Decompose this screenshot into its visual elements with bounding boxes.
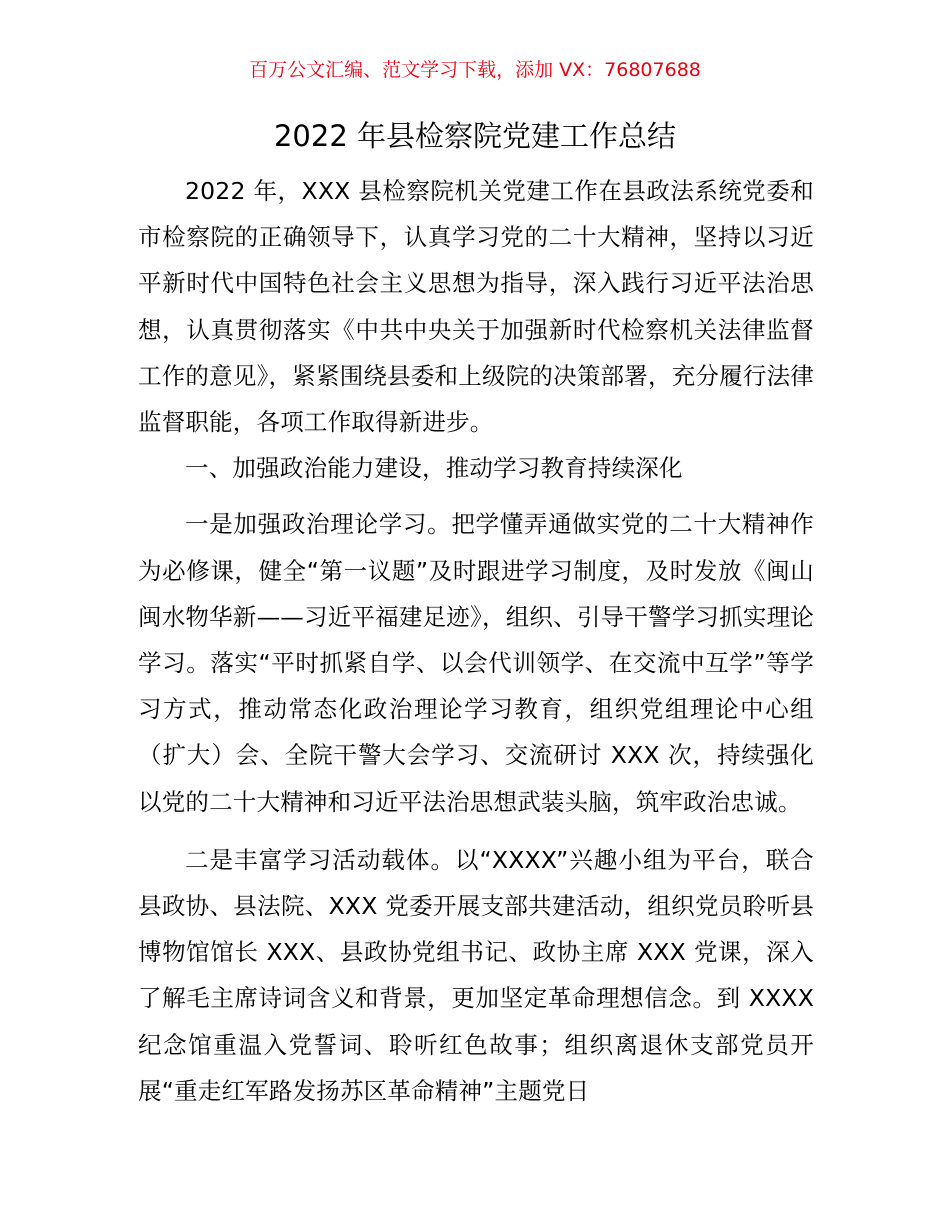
paragraph-1: 一是加强政治理论学习。把学懂弄通做实党的二十大精神作为必修课，健全“第一议题”及时跟进学习制度，及时发放《闽山闽水物华新——习近平福建足迹》，组织、引导干警学习抓实理论学习。落实“平时抓紧自学、以会代训领学、在交流中互学”等学习方式，推动常态化政治理论学习教育，组织党组理论中心组（扩大）会、全院干警大会学习、交流研讨 XXX 次，持续强化以党的二十大精神和习近平法治思想武装头脑，筑牢政治忠诚。 [138, 510, 814, 816]
paragraph-2: 二是丰富学习活动载体。以“XXXX”兴趣小组为平台，联合县政协、县法院、XXX 党委开展支部共建活动，组织党员聆听县博物馆馆长 XXX、县政协党组书记、政协主席 XXX 党课，深入了解毛主席诗词含义和背景，更加坚定革命理想信念。到 XXXX 纪念馆重温入党誓词、聆听红色故事；组织离退休支部党员开展“重走红军路发扬苏区革命精神”主题党日 [138, 845, 814, 1105]
paragraph-intro: 2022 年，XXX 县检察院机关党建工作在县政法系统党委和市检察院的正确领导下，认真学习党的二十大精神，坚持以习近平新时代中国特色社会主义思想为指导，深入践行习近平法治思想，认真贯彻落实《中共中央关于加强新时代检察机关法律监督工作的意见》，紧紧围绕县委和上级院的决策部署，充分履行法律监督职能，各项工作取得新进步。 [138, 177, 814, 437]
header-note: 百万公文汇编、范文学习下载，添加 VX：76807688 [249, 59, 701, 81]
section-heading-1: 一、加强政治能力建设，推动学习教育持续深化 [185, 454, 683, 483]
document-body [138, 168, 814, 1114]
document-title: 2022 年县检察院党建工作总结 [273, 119, 677, 153]
